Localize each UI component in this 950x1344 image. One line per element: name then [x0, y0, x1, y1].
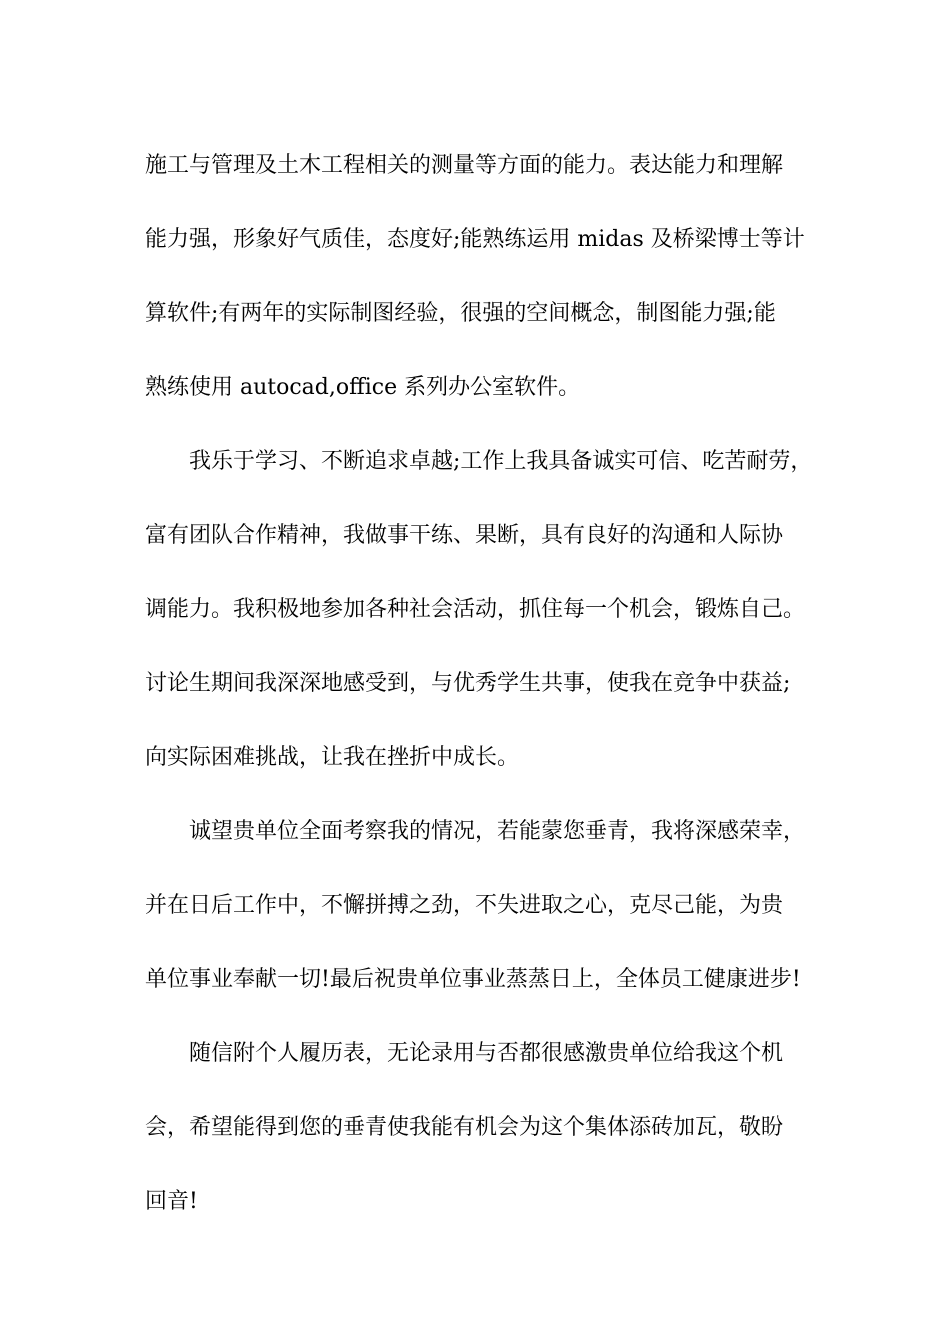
paragraph-start-line: 诚望贵单位全面考察我的情况，若能蒙您垂青，我将深感荣幸，: [189, 819, 806, 844]
text-line: 富有团队合作精神，我做事干练、果断，具有良好的沟通和人际协: [145, 523, 784, 548]
text-line: 施工与管理及土木工程相关的测量等方面的能力。表达能力和理解: [145, 153, 784, 178]
text-line: 并在日后工作中，不懈拼搏之劲，不失进取之心，克尽己能，为贵: [145, 893, 784, 918]
paragraph-start-line: 我乐于学习、不断追求卓越;工作上我具备诚实可信、吃苦耐劳，: [189, 449, 813, 474]
text-line: 调能力。我积极地参加各种社会活动，抓住每一个机会，锻炼自己。: [145, 597, 806, 622]
text-line: 算软件;有两年的实际制图经验，很强的空间概念，制图能力强;能: [145, 301, 776, 326]
text-line: 讨论生期间我深深地感受到，与优秀学生共事，使我在竞争中获益;: [145, 671, 791, 696]
letter-body: [145, 129, 825, 1239]
text-line: 能力强，形象好气质佳，态度好;能熟练运用 midas 及桥梁博士等计: [145, 227, 805, 252]
text-line: 向实际困难挑战，让我在挫折中成长。: [145, 745, 520, 770]
text-line: 回音!: [145, 1189, 198, 1214]
text-line: 会，希望能得到您的垂青使我能有机会为这个集体添砖加瓦，敬盼: [145, 1115, 784, 1140]
text-line: 熟练使用 autocad,office 系列办公室软件。: [145, 375, 581, 400]
paragraph-start-line: 随信附个人履历表，无论录用与否都很感激贵单位给我这个机: [189, 1041, 784, 1066]
text-line: 单位事业奉献一切!最后祝贵单位事业蒸蒸日上，全体员工健康进步!: [145, 967, 801, 992]
